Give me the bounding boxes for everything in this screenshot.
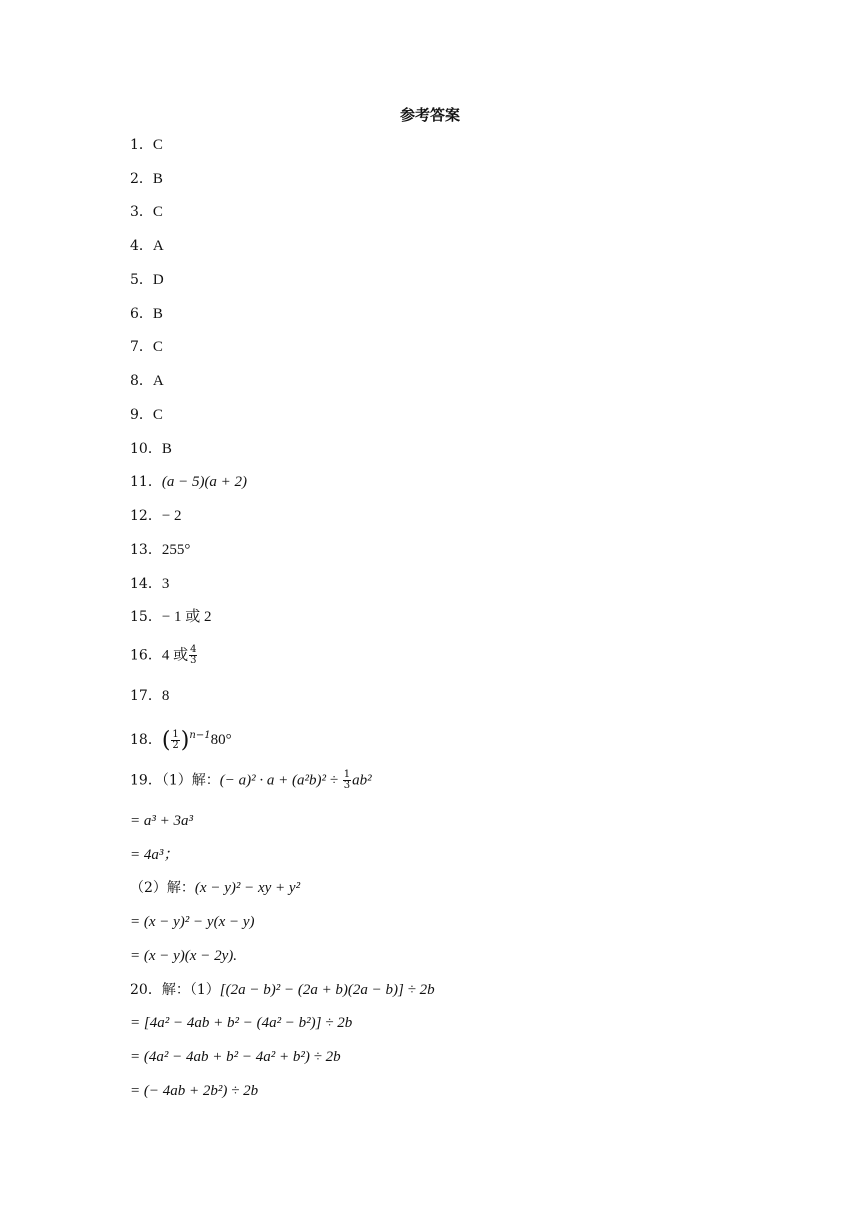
- answer-13: 13．255°: [130, 542, 191, 558]
- q20-step1: = [4a² − 4ab + b² − (4a² − b²)] ÷ 2b: [130, 1015, 353, 1031]
- answer-8: 8．A: [130, 373, 164, 389]
- answer-6: 6．B: [130, 306, 163, 322]
- q20-step2: = (4a² − 4ab + b² − 4a² + b²) ÷ 2b: [130, 1049, 341, 1065]
- answer-15: 15．− 1 或 2: [130, 609, 212, 625]
- answer-4: 4．A: [130, 238, 164, 254]
- answer-9: 9．C: [130, 407, 163, 423]
- q19-step2: = 4a³；: [130, 847, 179, 863]
- q19-part2: （2）解：(x − y)² − xy + y²: [130, 880, 301, 896]
- answer-14: 14．3: [130, 576, 170, 592]
- answer-2: 2．B: [130, 171, 163, 187]
- answer-16: 16．4 或 $\frac{4}{3}$: [130, 644, 197, 666]
- answer-5: 5．D: [130, 272, 164, 288]
- answer-3: 3．C: [130, 204, 163, 220]
- answer-12: 12．− 2: [130, 508, 182, 524]
- answer-10: 10．B: [130, 441, 172, 457]
- fraction: $\frac{1}{2}$: [172, 728, 179, 751]
- q19-step3: = (x − y)² − y(x − y): [130, 914, 255, 930]
- q19-part1: 19．（1）解：(− a)² · a + (a²b)² ÷ $\frac{1}{3}$ ab²: [130, 769, 372, 791]
- q20-step3: = (− 4ab + 2b²) ÷ 2b: [130, 1083, 259, 1099]
- answer-17: 17．8: [130, 688, 170, 704]
- answer-7: 7．C: [130, 339, 163, 355]
- q19-step4: = (x − y)(x − 2y).: [130, 948, 237, 964]
- page-title: 参考答案: [399, 106, 460, 124]
- answer-11: 11．(a − 5)(a + 2): [130, 474, 248, 490]
- fraction: $\frac{4}{3}$: [190, 644, 197, 666]
- answer-1: 1．C: [130, 137, 163, 153]
- fraction: $\frac{1}{3}$: [343, 769, 351, 791]
- answer-18: 18．( $\frac{1}{2}$ )$^{n-1}$80°: [130, 728, 232, 753]
- q19-step1: = a³ + 3a³: [130, 813, 193, 829]
- q20-part1: 20．解：（1）[(2a − b)² − (2a + b)(2a − b)] ÷ 2b: [130, 982, 435, 998]
